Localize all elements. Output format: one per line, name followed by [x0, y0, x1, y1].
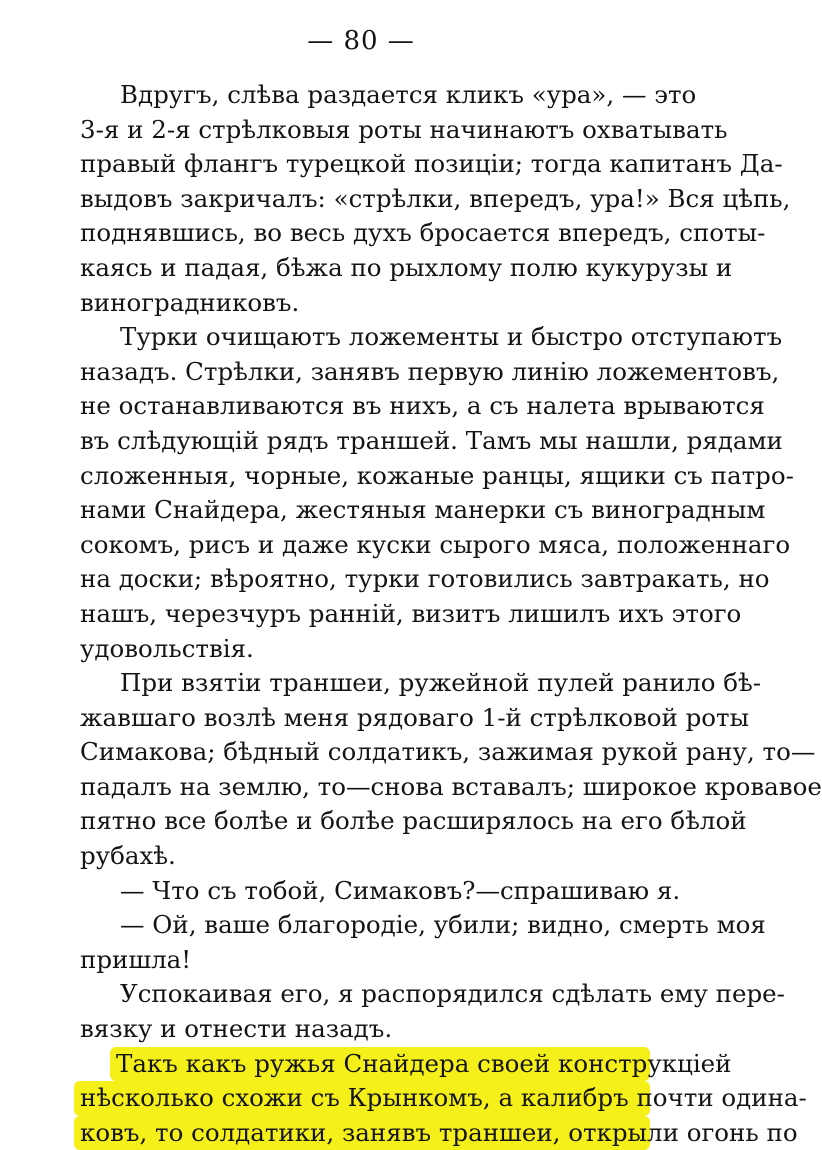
text-line: сокомъ, рисъ и даже куски сырого мяса, положеннаго	[80, 529, 791, 559]
text-line: выдовъ закричалъ: «стрѣлки, впередъ, ура!» Вся цѣпь,	[80, 183, 791, 213]
text-line: Турки очищаютъ ложементы и быстро отступаютъ	[120, 322, 783, 352]
highlighted-text-line: ковъ, то солдатики, занявъ траншеи, открыли огонь по	[74, 1116, 650, 1150]
text-line: виноградниковъ.	[80, 287, 300, 317]
text-line: — Что съ тобой, Симаковъ?—спрашиваю я.	[120, 875, 681, 905]
text-line: 3-я и 2-я стрѣлковыя роты начинаютъ охватывать	[80, 114, 728, 144]
text-line: Успокаивая его, я распорядился сдѣлать ему пере-	[120, 979, 785, 1009]
text-line: каясь и падая, бѣжа по рыхлому полю кукурузы и	[80, 252, 733, 282]
text-line: не останавливаются въ нихъ, а съ налета врываются	[80, 391, 765, 421]
text-line: правый флангъ турецкой позиціи; тогда капитанъ Да-	[80, 149, 783, 179]
text-line: въ слѣдующій рядъ траншей. Тамъ мы нашли, рядами	[80, 425, 783, 455]
text-line: нами Снайдера, жестяныя манерки съ виноградным	[80, 495, 766, 525]
text-line: назадъ. Стрѣлки, занявъ первую линію ложементовъ,	[80, 356, 780, 386]
text-line: Вдругъ, слѣва раздается кликъ «ура», — это	[120, 80, 697, 109]
text-line: пришла!	[80, 944, 192, 974]
text-line: При взятіи траншеи, ружейной пулей ранило бѣ-	[120, 668, 762, 698]
highlighted-text-line: нѣсколько схожи съ Крынкомъ, а калибръ почти одина-	[74, 1081, 650, 1116]
text-line: рубахѣ.	[80, 841, 176, 871]
text-line: нашъ, черезчуръ ранній, визитъ лишилъ ихъ этого	[80, 598, 742, 628]
text-line: сложенныя, чорные, кожаные ранцы, ящики съ патро-	[80, 460, 794, 490]
text-line: удовольствія.	[80, 633, 254, 663]
text-line: — Ой, ваше благородіе, убили; видно, смерть моя	[120, 910, 766, 940]
page-number: — 80 —	[307, 26, 415, 56]
text-line: жавшаго возлѣ меня рядоваго 1-й стрѣлковой роты	[80, 702, 750, 732]
text-line: на доски; вѣроятно, турки готовились завтракать, но	[80, 564, 770, 594]
highlighted-text-line: Такъ какъ ружья Снайдера своей конструкціей	[110, 1047, 650, 1082]
text-line: Симакова; бѣдный солдатикъ, зажимая рукой рану, то—	[80, 737, 816, 767]
page-text	[80, 78, 822, 1150]
text-line: вязку и отнести назадъ.	[80, 1014, 393, 1044]
text-line: падалъ на землю, то—снова вставалъ; широкое кровавое	[80, 771, 822, 801]
text-line: поднявшись, во весь духъ бросается впередъ, споты-	[80, 218, 766, 248]
text-line: пятно все болѣе и болѣе расширялось на его бѣлой	[80, 806, 747, 836]
